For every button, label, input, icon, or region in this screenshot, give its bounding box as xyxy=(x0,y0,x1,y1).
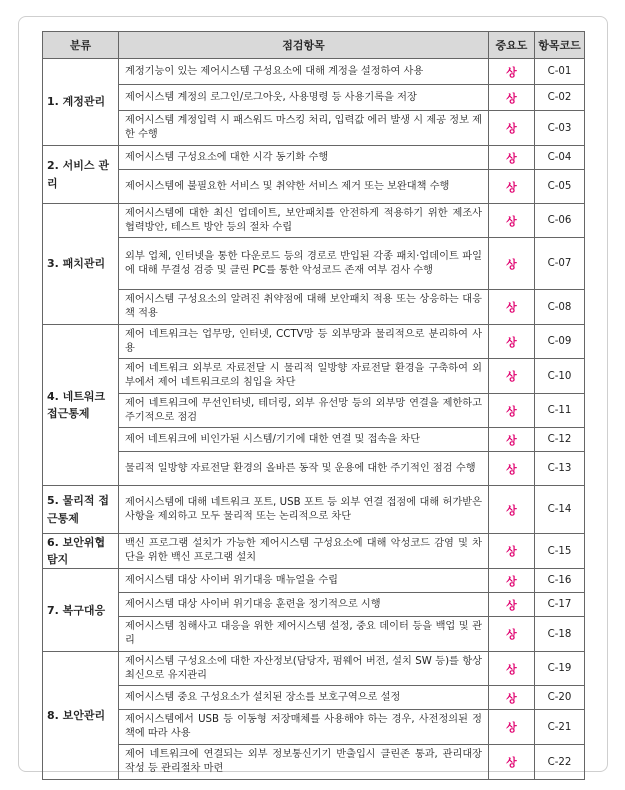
code-cell: C-13 xyxy=(535,452,585,486)
item-cell: 제어시스템 중요 구성요소가 설치된 장소를 보호구역으로 설정 xyxy=(119,686,489,710)
checklist-table xyxy=(42,31,585,780)
header-category: 분류 xyxy=(43,32,119,59)
item-cell: 제어시스템 계정의 로그인/로그아웃, 사용명령 등 사용기록을 저장 xyxy=(119,85,489,111)
code-cell: C-08 xyxy=(535,290,585,325)
code-cell: C-19 xyxy=(535,652,585,686)
table-row xyxy=(43,59,585,85)
code-cell: C-20 xyxy=(535,686,585,710)
code-cell: C-14 xyxy=(535,486,585,534)
table-row xyxy=(43,593,585,617)
importance-cell: 상 xyxy=(489,59,535,85)
importance-cell: 상 xyxy=(489,111,535,146)
code-cell: C-21 xyxy=(535,710,585,745)
importance-cell: 상 xyxy=(489,359,535,394)
table-row xyxy=(43,428,585,452)
item-cell: 제어시스템 대상 사이버 위기대응 훈련을 정기적으로 시행 xyxy=(119,593,489,617)
item-cell: 제어 네트워크 외부로 자료전달 시 물리적 일방향 자료전달 환경을 구축하여 외부에서 제어 네트워크로의 침입을 차단 xyxy=(119,359,489,394)
code-cell: C-02 xyxy=(535,85,585,111)
item-cell: 제어 네트워크에 비인가된 시스템/기기에 대한 연결 및 접속을 차단 xyxy=(119,428,489,452)
code-cell: C-03 xyxy=(535,111,585,146)
item-cell: 물리적 일방향 자료전달 환경의 올바른 동작 및 운용에 대한 주기적인 점검 수행 xyxy=(119,452,489,486)
item-cell: 제어시스템 구성요소에 대한 자산정보(담당자, 펌웨어 버전, 설치 SW 등)를 항상 최신으로 유지관리 xyxy=(119,652,489,686)
category-cell: 4. 네트워크 접근통제 xyxy=(43,325,119,486)
importance-cell: 상 xyxy=(489,394,535,428)
code-cell: C-16 xyxy=(535,569,585,593)
item-cell: 제어시스템에서 USB 등 이동형 저장매체를 사용해야 하는 경우, 사전정의된 정책에 따라 사용 xyxy=(119,710,489,745)
importance-cell: 상 xyxy=(489,486,535,534)
importance-cell: 상 xyxy=(489,593,535,617)
table-row xyxy=(43,745,585,780)
importance-cell: 상 xyxy=(489,238,535,290)
table-row xyxy=(43,85,585,111)
importance-cell: 상 xyxy=(489,569,535,593)
code-cell: C-12 xyxy=(535,428,585,452)
importance-cell: 상 xyxy=(489,170,535,204)
item-cell: 제어시스템 침해사고 대응을 위한 제어시스템 설정, 중요 데이터 등을 백업 및 관리 xyxy=(119,617,489,652)
table-row xyxy=(43,111,585,146)
code-cell: C-01 xyxy=(535,59,585,85)
category-cell: 6. 보안위협 탐지 xyxy=(43,534,119,569)
code-cell: C-10 xyxy=(535,359,585,394)
importance-cell: 상 xyxy=(489,745,535,780)
importance-cell: 상 xyxy=(489,325,535,359)
category-cell: 8. 보안관리 xyxy=(43,652,119,780)
category-cell: 3. 패치관리 xyxy=(43,204,119,325)
importance-cell: 상 xyxy=(489,146,535,170)
category-cell: 5. 물리적 접근통제 xyxy=(43,486,119,534)
code-cell: C-17 xyxy=(535,593,585,617)
category-cell: 1. 계정관리 xyxy=(43,59,119,146)
category-cell: 7. 복구대응 xyxy=(43,569,119,652)
code-cell: C-09 xyxy=(535,325,585,359)
item-cell: 제어시스템에 불필요한 서비스 및 취약한 서비스 제거 또는 보완대책 수행 xyxy=(119,170,489,204)
item-cell: 제어 네트워크에 연결되는 외부 정보통신기기 반출입시 클린존 통과, 관리대장 작성 등 관리절차 마련 xyxy=(119,745,489,780)
table-row xyxy=(43,170,585,204)
importance-cell: 상 xyxy=(489,204,535,238)
table-row xyxy=(43,359,585,394)
item-cell: 제어 네트워크에 무선인터넷, 테더링, 외부 유선망 등의 외부망 연결을 제한하고 주기적으로 점검 xyxy=(119,394,489,428)
item-cell: 제어시스템에 대한 최신 업데이트, 보안패치를 안전하게 적용하기 위한 제조사 협력방안, 테스트 방안 등의 절차 수립 xyxy=(119,204,489,238)
table-row xyxy=(43,569,585,593)
item-cell: 제어시스템에 대해 네트워크 포트, USB 포트 등 외부 연결 접점에 대해 허가받은 사항을 제외하고 모두 물리적 또는 논리적으로 차단 xyxy=(119,486,489,534)
table-row xyxy=(43,325,585,359)
table-row xyxy=(43,204,585,238)
importance-cell: 상 xyxy=(489,534,535,569)
importance-cell: 상 xyxy=(489,428,535,452)
code-cell: C-15 xyxy=(535,534,585,569)
table-row xyxy=(43,486,585,534)
table-row xyxy=(43,534,585,569)
importance-cell: 상 xyxy=(489,290,535,325)
header-importance: 중요도 xyxy=(489,32,535,59)
item-cell: 제어시스템 구성요소에 대한 시각 동기화 수행 xyxy=(119,146,489,170)
code-cell: C-18 xyxy=(535,617,585,652)
code-cell: C-11 xyxy=(535,394,585,428)
item-cell: 제어 네트워크는 업무망, 인터넷, CCTV망 등 외부망과 물리적으로 분리하여 사용 xyxy=(119,325,489,359)
table-header-row xyxy=(43,32,585,59)
table-row xyxy=(43,652,585,686)
code-cell: C-05 xyxy=(535,170,585,204)
code-cell: C-06 xyxy=(535,204,585,238)
item-cell: 계정기능이 있는 제어시스템 구성요소에 대해 계정을 설정하여 사용 xyxy=(119,59,489,85)
importance-cell: 상 xyxy=(489,686,535,710)
table-row xyxy=(43,290,585,325)
item-cell: 백신 프로그램 설치가 가능한 제어시스템 구성요소에 대해 악성코드 감염 및 차단을 위한 백신 프로그램 설치 xyxy=(119,534,489,569)
table-row xyxy=(43,686,585,710)
table-row xyxy=(43,394,585,428)
importance-cell: 상 xyxy=(489,652,535,686)
code-cell: C-04 xyxy=(535,146,585,170)
importance-cell: 상 xyxy=(489,85,535,111)
header-item: 점검항목 xyxy=(119,32,489,59)
item-cell: 제어시스템 계정입력 시 패스워드 마스킹 처리, 입력값 에러 발생 시 제공 정보 제한 수행 xyxy=(119,111,489,146)
table-row xyxy=(43,238,585,290)
table-row xyxy=(43,710,585,745)
table-row xyxy=(43,617,585,652)
table-row xyxy=(43,452,585,486)
category-cell: 2. 서비스 관리 xyxy=(43,146,119,204)
header-code: 항목코드 xyxy=(535,32,585,59)
item-cell: 제어시스템 대상 사이버 위기대응 매뉴얼을 수립 xyxy=(119,569,489,593)
code-cell: C-22 xyxy=(535,745,585,780)
importance-cell: 상 xyxy=(489,710,535,745)
code-cell: C-07 xyxy=(535,238,585,290)
importance-cell: 상 xyxy=(489,617,535,652)
item-cell: 외부 업체, 인터넷을 통한 다운로드 등의 경로로 반입된 각종 패치·업데이트 파일에 대해 무결성 검증 및 클린 PC를 통한 악성코드 존재 여부 검사 수행 xyxy=(119,238,489,290)
table-row xyxy=(43,146,585,170)
item-cell: 제어시스템 구성요소의 알려진 취약점에 대해 보안패치 적용 또는 상응하는 대응책 적용 xyxy=(119,290,489,325)
importance-cell: 상 xyxy=(489,452,535,486)
